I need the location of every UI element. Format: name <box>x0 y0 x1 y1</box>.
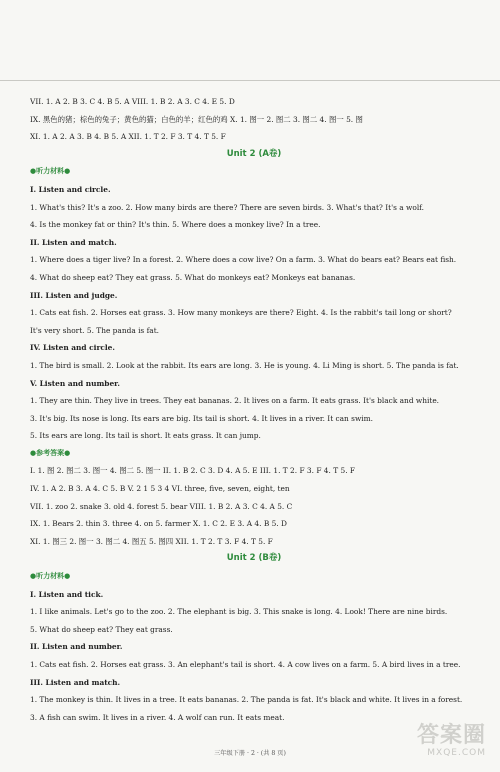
section-heading: II. Listen and number. <box>30 642 123 652</box>
section-heading: III. Listen and judge. <box>30 290 118 300</box>
text-line: 3. It's big. Its nose is long. Its ears are big. Its tail is short. 4. It lives in a river. It can swim. <box>30 413 374 423</box>
section-heading: IV. Listen and circle. <box>30 343 115 353</box>
text-line: 3. A fish can swim. It lives in a river. 4. A wolf can run. It eats meat. <box>30 712 285 722</box>
text-line: 1. Where does a tiger live? In a forest. 2. Where does a cow live? On a farm. 3. What do bears eat? Bears eat fish. <box>30 255 457 265</box>
watermark-logo: 答案圈 <box>416 723 486 748</box>
text-line: 4. Is the monkey fat or thin? It's thin. 5. Where does a monkey live? In a tree. <box>30 220 321 230</box>
text-line: 1. Cats eat fish. 2. Horses eat grass. 3. An elephant's tail is short. 4. A cow lives on a farm. 5. A bird lives in a tree. <box>30 660 461 669</box>
section-heading: II. Listen and match. <box>30 237 117 247</box>
unit-title: Unit 2 (A卷) <box>226 148 282 159</box>
text-line: 4. What do sheep eat? They eat grass. 5. What do monkeys eat? Monkeys eat bananas. <box>30 272 356 282</box>
page-footer: 三年级下册 · 2 · (共 8 页) <box>214 750 286 757</box>
section-tag: ●听力材料● <box>30 572 71 581</box>
text-line: It's very short. 5. The panda is fat. <box>30 325 160 335</box>
text-line: 5. What do sheep eat? They eat grass. <box>30 624 173 634</box>
text-line: 1. I like animals. Let's go to the zoo. 2. The elephant is big. 3. This snake is long. 4. Look! There are nine birds. <box>30 607 448 617</box>
unit-title: Unit 2 (B卷) <box>226 553 282 564</box>
text-line: VII. 1. zoo 2. snake 3. old 4. forest 5. bear VIII. 1. B 2. A 3. C 4. A 5. C <box>30 501 293 511</box>
text-line: 5. Its ears are long. Its tail is short. It eats grass. It can jump. <box>30 431 261 441</box>
answer-content <box>30 93 478 726</box>
text-line: 1. The bird is small. 2. Look at the rabbit. Its ears are long. 3. He is young. 4. Li Ming is short. 5. The panda is fat. <box>30 360 459 370</box>
text-line: XI. 1. 图三 2. 图一 3. 图二 4. 图五 5. 图四 XII. 1. T 2. T 3. F 4. T 5. F <box>30 536 273 546</box>
text-line: 1. They are thin. They live in trees. They eat bananas. 2. It lives on a farm. It eats grass. It's black and white. <box>30 396 440 406</box>
section-heading: III. Listen and match. <box>30 677 121 687</box>
text-line: I. 1. 图 2. 图二 3. 图一 4. 图二 5. 图一 II. 1. B 2. C 3. D 4. A 5. E III. 1. T 2. F 3. F 4. T 5. F <box>30 466 356 476</box>
header-rule <box>0 80 500 81</box>
text-line: 1. What's this? It's a zoo. 2. How many birds are there? There are seven birds. 3. What's that? It's a wolf. <box>30 202 424 212</box>
text-line: XI. 1. A 2. A 3. B 4. B 5. A XII. 1. T 2. F 3. T 4. T 5. F <box>30 132 226 142</box>
section-heading: V. Listen and number. <box>30 378 120 388</box>
text-line: IX. 黑色的猪；棕色的兔子；黄色的猫；白色的羊；红色的鸡 X. 1. 图一 2. 图二 3. 图二 4. 图一 5. 图 <box>30 114 363 124</box>
section-heading: I. Listen and tick. <box>30 589 104 599</box>
text-line: 1. The monkey is thin. It lives in a tree. It eats bananas. 2. The panda is fat. It's black and white. It lives in a forest. <box>30 695 463 705</box>
text-line: 1. Cats eat fish. 2. Horses eat grass. 3. How many monkeys are there? Eight. 4. Is the rabbit's tail long or short? <box>30 308 452 318</box>
watermark-site: MXQE.COM <box>427 748 486 758</box>
section-tag: ●参考答案● <box>30 448 71 457</box>
text-line: IV. 1. A 2. B 3. A 4. C 5. B V. 2 1 5 3 4 VI. three, five, seven, eight, ten <box>30 484 290 494</box>
text-line: IX. 1. Bears 2. thin 3. three 4. on 5. farmer X. 1. C 2. E 3. A 4. B 5. D <box>30 519 287 529</box>
section-heading: I. Listen and circle. <box>30 184 111 194</box>
section-tag: ●听力材料● <box>30 167 71 176</box>
text-line: VII. 1. A 2. B 3. C 4. B 5. A VIII. 1. B 2. A 3. C 4. E 5. D <box>30 97 235 106</box>
